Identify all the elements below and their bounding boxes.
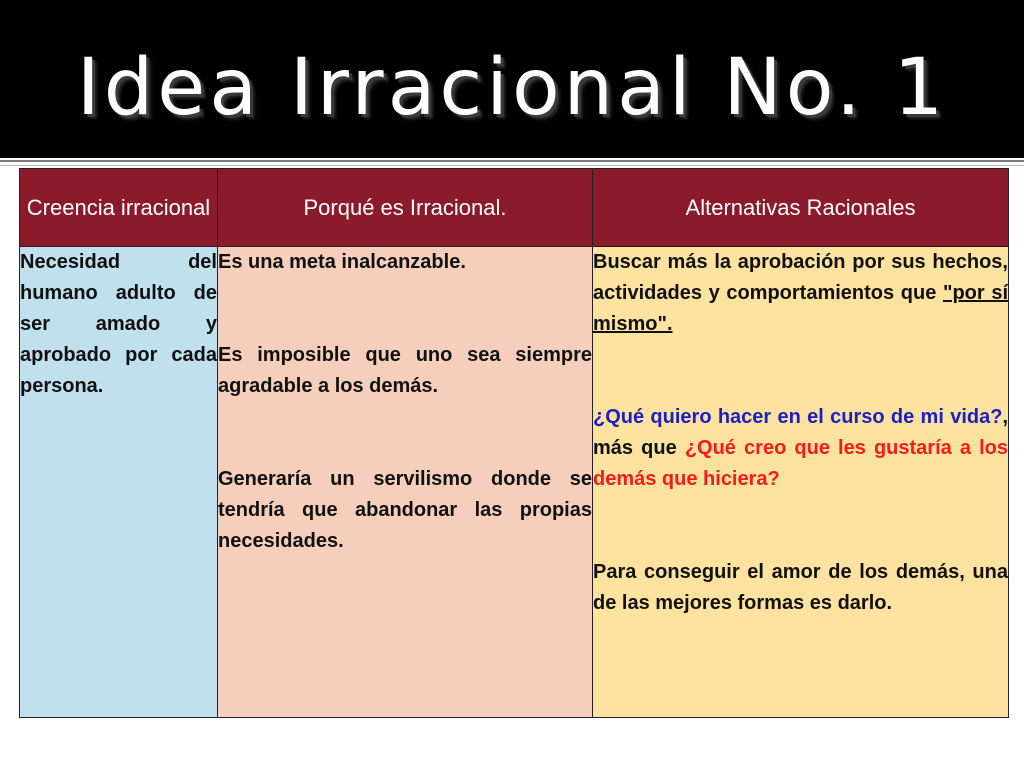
question-connector: , más que <box>593 406 1008 459</box>
slide-title: Idea Irracional No. 1 <box>76 43 948 133</box>
porque-p2: Es imposible que uno sea siempre agradable a los demás. <box>218 344 592 397</box>
beliefs-table <box>19 168 1009 718</box>
alternativa-p1-underlined: "por sí mismo". <box>593 282 1009 335</box>
alternativa-p1 <box>593 247 1008 340</box>
question-blue: ¿Qué quiero hacer en el curso de mi vida? <box>593 406 1003 428</box>
porque-p3: Generaría un servilismo donde se tendría que abandonar las propias necesidades. <box>218 468 592 552</box>
content-row <box>20 247 1009 718</box>
alternativa-p1-lead: Buscar más la aprobación por sus hechos, actividades y comportamientos que <box>593 251 1008 304</box>
creencia-text: Necesidad del humano adulto de ser amado y aprobado por cada persona. <box>20 251 217 397</box>
cell-porque <box>218 247 593 718</box>
cell-alternativas <box>593 247 1009 718</box>
title-bar <box>0 0 1024 158</box>
porque-p1: Es una meta inalcanzable. <box>218 251 466 273</box>
header-porque: Porqué es Irracional. <box>218 169 593 247</box>
divider-line-thin <box>0 165 1024 166</box>
divider-line <box>0 160 1024 162</box>
header-creencia: Creencia irracional <box>20 169 218 247</box>
header-row <box>20 169 1009 247</box>
cell-creencia <box>20 247 218 718</box>
alternativa-p3: Para conseguir el amor de los demás, una de las mejores formas es darlo. <box>593 561 1008 614</box>
header-alternativas: Alternativas Racionales <box>593 169 1009 247</box>
alternativa-p2 <box>593 402 1008 495</box>
question-red: ¿Qué creo que les gustaría a los demás que hiciera? <box>593 437 1008 490</box>
